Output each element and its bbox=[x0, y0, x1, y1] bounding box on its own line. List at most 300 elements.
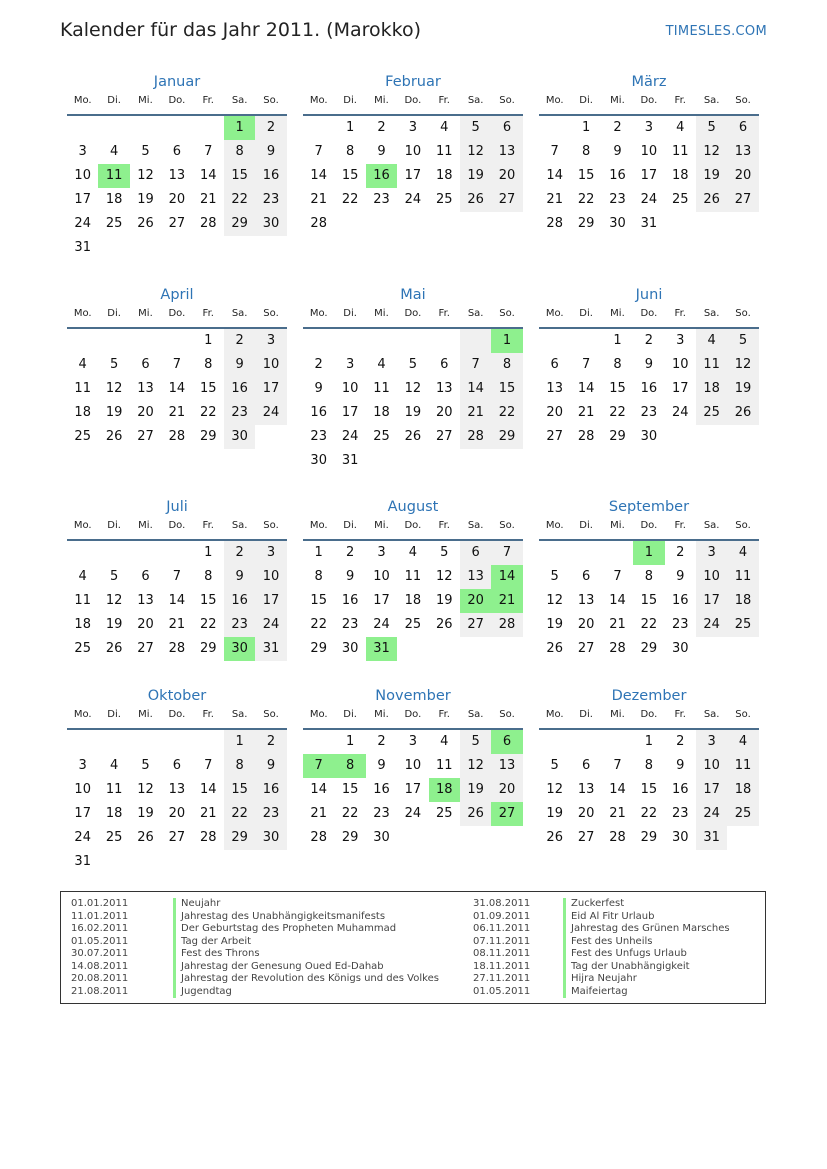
day-cell: 1 bbox=[314, 545, 323, 560]
day-cell: 2 bbox=[224, 541, 255, 565]
day-cell: 27 bbox=[491, 188, 522, 212]
day-cell: 29 bbox=[199, 429, 217, 444]
day-cell: 10 bbox=[255, 565, 286, 589]
day-cell: 5 bbox=[460, 730, 491, 754]
day-cell: 25 bbox=[435, 806, 453, 821]
weekday-label: Mo. bbox=[73, 520, 92, 531]
day-cell: 18 bbox=[404, 593, 422, 608]
month-block bbox=[67, 495, 287, 661]
month-block bbox=[303, 495, 523, 661]
day-cell: 13 bbox=[577, 782, 595, 797]
weekday-label: Mi. bbox=[374, 520, 389, 531]
month-block bbox=[67, 283, 287, 449]
day-cell: 12 bbox=[435, 569, 453, 584]
day-cell: 19 bbox=[435, 593, 453, 608]
day-cell: 22 bbox=[491, 401, 522, 425]
day-cell: 13 bbox=[727, 140, 758, 164]
day-cell: 13 bbox=[577, 593, 595, 608]
legend-holiday-name: Jahrestag des Unabhängigkeitsmanifests bbox=[173, 911, 385, 924]
empty-day-cell bbox=[397, 449, 428, 473]
day-cell: 5 bbox=[550, 758, 559, 773]
empty-day-cell bbox=[67, 329, 98, 353]
day-cell: 6 bbox=[440, 357, 449, 372]
day-cell: 31 bbox=[341, 453, 359, 468]
legend-date: 30.07.2011 bbox=[71, 948, 129, 959]
day-grid bbox=[67, 541, 287, 661]
day-cell: 21 bbox=[310, 192, 327, 207]
day-cell: 4 bbox=[676, 120, 685, 135]
day-cell: 7 bbox=[172, 569, 181, 584]
day-cell: 2 bbox=[613, 120, 622, 135]
weekday-label: Do. bbox=[168, 95, 186, 106]
month-name: April bbox=[160, 287, 194, 303]
day-cell: 14 bbox=[310, 782, 327, 797]
day-cell: 18 bbox=[435, 168, 453, 183]
day-cell: 1 bbox=[204, 333, 213, 348]
day-cell: 30 bbox=[310, 453, 327, 468]
weekday-header bbox=[303, 708, 523, 730]
holiday-day-cell: 18 bbox=[429, 778, 460, 802]
weekday-label: So. bbox=[499, 520, 515, 531]
weekday-label: Fr. bbox=[674, 95, 686, 106]
day-cell: 11 bbox=[435, 144, 453, 159]
holiday-day-cell: 27 bbox=[491, 802, 522, 826]
month-name: Juli bbox=[166, 499, 188, 515]
day-cell: 23 bbox=[341, 617, 359, 632]
weekday-label: Mo. bbox=[73, 95, 92, 106]
holiday-day-cell: 7 bbox=[303, 754, 334, 778]
day-cell: 7 bbox=[491, 541, 522, 565]
empty-day-cell bbox=[570, 329, 601, 353]
empty-day-cell bbox=[602, 541, 633, 565]
day-cell: 2 bbox=[255, 116, 286, 140]
legend-holiday-name: Eid Al Fitr Urlaub bbox=[563, 911, 654, 924]
day-cell: 12 bbox=[696, 140, 727, 164]
weekday-label: Di. bbox=[579, 709, 593, 720]
day-cell: 3 bbox=[345, 357, 355, 372]
month-name: Juni bbox=[635, 287, 663, 303]
day-cell: 15 bbox=[341, 782, 359, 797]
day-cell: 29 bbox=[577, 216, 595, 231]
day-cell: 9 bbox=[676, 569, 685, 584]
month-block bbox=[303, 70, 523, 236]
day-cell: 21 bbox=[310, 806, 327, 821]
month-block bbox=[539, 684, 759, 850]
day-cell: 31 bbox=[640, 216, 658, 231]
day-cell: 11 bbox=[727, 565, 758, 589]
day-cell: 17 bbox=[74, 806, 91, 821]
day-cell: 1 bbox=[581, 120, 591, 135]
weekday-label: Sa. bbox=[703, 520, 720, 531]
day-cell: 16 bbox=[341, 593, 359, 608]
holiday-day-cell: 1 bbox=[491, 329, 522, 353]
day-cell: 19 bbox=[727, 377, 758, 401]
day-cell: 25 bbox=[74, 429, 91, 444]
day-cell: 25 bbox=[404, 617, 422, 632]
weekday-label: Do. bbox=[404, 709, 422, 720]
legend-date: 08.11.2011 bbox=[473, 948, 531, 959]
empty-day-cell bbox=[255, 850, 286, 874]
day-cell: 17 bbox=[696, 778, 727, 802]
day-cell: 2 bbox=[345, 545, 355, 560]
weekday-label: Mo. bbox=[309, 308, 328, 319]
day-cell: 23 bbox=[310, 429, 327, 444]
day-cell: 14 bbox=[609, 782, 626, 797]
legend-date: 01.01.2011 bbox=[71, 898, 129, 909]
day-cell: 26 bbox=[696, 188, 727, 212]
day-cell: 21 bbox=[577, 405, 595, 420]
legend-holiday-name: Jahrestag der Genesung Oued Ed-Dahab bbox=[173, 961, 384, 974]
day-cell: 8 bbox=[644, 758, 653, 773]
day-cell: 18 bbox=[74, 405, 91, 420]
day-cell: 9 bbox=[314, 381, 323, 396]
day-cell: 22 bbox=[224, 802, 255, 826]
day-cell: 28 bbox=[491, 613, 522, 637]
empty-day-cell bbox=[429, 826, 460, 850]
legend-holiday-name: Fest des Unheils bbox=[563, 936, 652, 949]
weekday-label: So. bbox=[735, 308, 751, 319]
day-cell: 23 bbox=[255, 188, 286, 212]
day-cell: 3 bbox=[255, 541, 286, 565]
empty-day-cell bbox=[491, 449, 522, 473]
day-cell: 16 bbox=[671, 782, 689, 797]
day-cell: 26 bbox=[105, 429, 123, 444]
day-cell: 15 bbox=[341, 168, 359, 183]
day-cell: 11 bbox=[435, 758, 453, 773]
month-name: Januar bbox=[153, 74, 201, 90]
empty-day-cell bbox=[696, 425, 727, 449]
day-cell: 5 bbox=[141, 758, 150, 773]
day-cell: 18 bbox=[373, 405, 390, 420]
weekday-label: Mi. bbox=[138, 308, 153, 319]
weekday-label: So. bbox=[735, 95, 751, 106]
day-cell: 24 bbox=[696, 613, 727, 637]
weekday-label: Mo. bbox=[545, 308, 564, 319]
day-cell: 11 bbox=[74, 381, 91, 396]
weekday-header bbox=[67, 307, 287, 329]
empty-day-cell bbox=[727, 637, 758, 661]
weekday-label: Do. bbox=[168, 520, 186, 531]
day-cell: 6 bbox=[491, 116, 522, 140]
empty-day-cell bbox=[130, 236, 161, 260]
day-cell: 21 bbox=[609, 617, 626, 632]
weekday-label: Mi. bbox=[610, 709, 625, 720]
day-cell: 10 bbox=[255, 353, 286, 377]
day-cell: 6 bbox=[141, 357, 150, 372]
day-cell: 29 bbox=[310, 641, 327, 656]
day-cell: 2 bbox=[644, 333, 653, 348]
weekday-label: Di. bbox=[343, 709, 357, 720]
day-cell: 23 bbox=[224, 613, 255, 637]
empty-day-cell bbox=[460, 637, 491, 661]
day-cell: 5 bbox=[109, 569, 119, 584]
day-cell: 29 bbox=[224, 826, 255, 850]
day-cell: 19 bbox=[105, 617, 123, 632]
day-cell: 15 bbox=[609, 381, 626, 396]
site-link[interactable]: TIMESLES.COM bbox=[665, 24, 767, 39]
day-cell: 8 bbox=[204, 569, 213, 584]
empty-day-cell bbox=[429, 637, 460, 661]
day-cell: 19 bbox=[105, 405, 123, 420]
legend-holiday-name: Tag der Arbeit bbox=[173, 936, 251, 949]
empty-day-cell bbox=[193, 850, 224, 874]
day-cell: 21 bbox=[609, 806, 626, 821]
day-cell: 9 bbox=[255, 140, 286, 164]
day-cell: 23 bbox=[373, 192, 390, 207]
day-cell: 1 bbox=[204, 545, 213, 560]
holiday-day-cell: 31 bbox=[366, 637, 397, 661]
day-cell: 25 bbox=[373, 429, 390, 444]
day-cell: 9 bbox=[676, 758, 685, 773]
weekday-label: Mi. bbox=[138, 520, 153, 531]
day-cell: 4 bbox=[440, 734, 449, 749]
day-cell: 12 bbox=[460, 754, 491, 778]
empty-day-cell bbox=[366, 329, 397, 353]
empty-day-cell bbox=[460, 212, 491, 236]
day-cell: 9 bbox=[377, 758, 386, 773]
weekday-label: Mi. bbox=[610, 520, 625, 531]
day-cell: 17 bbox=[640, 168, 658, 183]
day-cell: 26 bbox=[137, 216, 154, 231]
weekday-label: Di. bbox=[107, 709, 121, 720]
day-cell: 16 bbox=[310, 405, 327, 420]
day-cell: 1 bbox=[613, 333, 622, 348]
day-cell: 26 bbox=[546, 830, 563, 845]
day-cell: 2 bbox=[255, 730, 286, 754]
legend-holiday-name: Jahrestag des Grünen Marsches bbox=[563, 923, 730, 936]
day-cell: 11 bbox=[404, 569, 422, 584]
day-cell: 22 bbox=[341, 192, 359, 207]
day-cell: 24 bbox=[404, 806, 422, 821]
day-cell: 4 bbox=[109, 144, 119, 159]
weekday-label: Fr. bbox=[202, 709, 214, 720]
day-cell: 28 bbox=[460, 425, 491, 449]
day-cell: 23 bbox=[373, 806, 390, 821]
day-cell: 27 bbox=[727, 188, 758, 212]
empty-day-cell bbox=[397, 826, 428, 850]
month-name: August bbox=[387, 499, 439, 515]
day-cell: 5 bbox=[550, 569, 559, 584]
day-cell: 27 bbox=[168, 830, 186, 845]
day-cell: 13 bbox=[435, 381, 453, 396]
legend-holiday-name: Neujahr bbox=[173, 898, 220, 911]
weekday-label: Fr. bbox=[674, 308, 686, 319]
day-cell: 7 bbox=[204, 144, 213, 159]
empty-day-cell bbox=[193, 116, 224, 140]
month-block bbox=[539, 495, 759, 661]
day-cell: 22 bbox=[341, 806, 359, 821]
day-cell: 19 bbox=[137, 192, 154, 207]
weekday-header bbox=[303, 307, 523, 329]
day-cell: 10 bbox=[74, 782, 91, 797]
day-cell: 2 bbox=[224, 329, 255, 353]
empty-day-cell bbox=[491, 212, 522, 236]
day-cell: 30 bbox=[373, 830, 390, 845]
day-cell: 6 bbox=[581, 569, 591, 584]
day-cell: 13 bbox=[168, 168, 186, 183]
weekday-label: Di. bbox=[107, 308, 121, 319]
day-cell: 31 bbox=[255, 637, 286, 661]
day-cell: 7 bbox=[460, 353, 491, 377]
month-block bbox=[67, 70, 287, 260]
legend-date: 01.09.2011 bbox=[473, 910, 531, 922]
day-cell: 26 bbox=[460, 802, 491, 826]
day-cell: 7 bbox=[613, 758, 622, 773]
day-cell: 14 bbox=[168, 381, 186, 396]
day-cell: 22 bbox=[310, 617, 327, 632]
day-cell: 18 bbox=[671, 168, 689, 183]
day-cell: 31 bbox=[74, 240, 91, 255]
weekday-header bbox=[539, 708, 759, 730]
day-cell: 7 bbox=[581, 357, 591, 372]
day-cell: 20 bbox=[435, 405, 453, 420]
weekday-label: Mo. bbox=[545, 709, 564, 720]
day-cell: 27 bbox=[460, 613, 491, 637]
day-cell: 3 bbox=[255, 329, 286, 353]
day-cell: 17 bbox=[255, 377, 286, 401]
day-cell: 25 bbox=[105, 216, 123, 231]
weekday-label: So. bbox=[735, 709, 751, 720]
empty-day-cell bbox=[130, 850, 161, 874]
day-cell: 25 bbox=[696, 401, 727, 425]
day-cell: 16 bbox=[255, 778, 286, 802]
weekday-label: Do. bbox=[168, 709, 186, 720]
day-cell: 20 bbox=[546, 405, 563, 420]
day-cell: 27 bbox=[137, 429, 154, 444]
holiday-day-cell: 1 bbox=[633, 541, 664, 565]
legend-holiday-name: Fest des Unfugs Urlaub bbox=[563, 948, 687, 961]
weekday-header bbox=[303, 519, 523, 541]
weekday-label: Mo. bbox=[73, 709, 92, 720]
day-cell: 13 bbox=[491, 140, 522, 164]
day-cell: 28 bbox=[546, 216, 563, 231]
empty-day-cell bbox=[161, 116, 192, 140]
month-name: September bbox=[608, 499, 690, 515]
day-cell: 15 bbox=[224, 778, 255, 802]
empty-day-cell bbox=[429, 449, 460, 473]
day-cell: 27 bbox=[137, 641, 154, 656]
day-cell: 14 bbox=[460, 377, 491, 401]
day-cell: 11 bbox=[727, 754, 758, 778]
legend-date: 01.05.2011 bbox=[71, 935, 129, 947]
weekday-label: Sa. bbox=[703, 95, 720, 106]
day-cell: 20 bbox=[491, 164, 522, 188]
day-cell: 12 bbox=[137, 782, 154, 797]
empty-day-cell bbox=[98, 116, 129, 140]
day-cell: 24 bbox=[74, 830, 91, 845]
day-cell: 10 bbox=[373, 569, 390, 584]
day-cell: 4 bbox=[109, 758, 119, 773]
empty-day-cell bbox=[665, 425, 696, 449]
weekday-label: Sa. bbox=[467, 308, 484, 319]
holiday-day-cell: 11 bbox=[98, 164, 129, 188]
day-cell: 11 bbox=[105, 782, 123, 797]
day-grid bbox=[67, 329, 287, 449]
empty-day-cell bbox=[161, 329, 192, 353]
day-cell: 22 bbox=[199, 405, 217, 420]
empty-day-cell bbox=[98, 541, 129, 565]
day-grid bbox=[539, 329, 759, 449]
day-cell: 28 bbox=[577, 429, 595, 444]
day-cell: 30 bbox=[640, 429, 658, 444]
day-cell: 25 bbox=[671, 192, 689, 207]
day-cell: 7 bbox=[550, 144, 559, 159]
empty-day-cell bbox=[366, 212, 397, 236]
day-cell: 18 bbox=[727, 589, 758, 613]
day-cell: 30 bbox=[255, 212, 286, 236]
day-cell: 1 bbox=[345, 120, 355, 135]
day-cell: 13 bbox=[137, 381, 154, 396]
day-cell: 30 bbox=[671, 830, 689, 845]
day-cell: 29 bbox=[609, 429, 626, 444]
day-cell: 21 bbox=[199, 192, 217, 207]
day-cell: 8 bbox=[224, 754, 255, 778]
month-name: November bbox=[375, 688, 451, 704]
day-cell: 26 bbox=[137, 830, 154, 845]
day-grid bbox=[539, 730, 759, 850]
day-cell: 2 bbox=[676, 545, 685, 560]
day-cell: 20 bbox=[727, 164, 758, 188]
weekday-label: Di. bbox=[579, 95, 593, 106]
day-cell: 1 bbox=[345, 734, 355, 749]
day-cell: 26 bbox=[404, 429, 422, 444]
day-cell: 24 bbox=[74, 216, 91, 231]
weekday-label: Di. bbox=[107, 520, 121, 531]
empty-day-cell bbox=[397, 637, 428, 661]
empty-day-cell bbox=[665, 212, 696, 236]
empty-day-cell bbox=[161, 730, 192, 754]
day-cell: 27 bbox=[577, 830, 595, 845]
month-block bbox=[303, 283, 523, 473]
day-cell: 9 bbox=[644, 357, 653, 372]
empty-day-cell bbox=[224, 850, 255, 874]
empty-day-cell bbox=[303, 116, 334, 140]
day-cell: 12 bbox=[105, 381, 123, 396]
day-cell: 23 bbox=[224, 401, 255, 425]
legend-date: 06.11.2011 bbox=[473, 923, 531, 934]
day-cell: 4 bbox=[78, 357, 87, 372]
day-cell: 7 bbox=[172, 357, 181, 372]
empty-day-cell bbox=[130, 116, 161, 140]
day-grid bbox=[67, 730, 287, 874]
day-cell: 4 bbox=[727, 541, 758, 565]
day-cell: 24 bbox=[255, 613, 286, 637]
day-cell: 24 bbox=[341, 429, 359, 444]
weekday-label: Mi. bbox=[374, 308, 389, 319]
day-cell: 27 bbox=[546, 429, 563, 444]
weekday-label: Fr. bbox=[674, 520, 686, 531]
day-cell: 6 bbox=[172, 758, 181, 773]
day-cell: 19 bbox=[696, 164, 727, 188]
day-cell: 19 bbox=[460, 778, 491, 802]
day-cell: 8 bbox=[345, 144, 355, 159]
weekday-label: Fr. bbox=[202, 520, 214, 531]
day-cell: 8 bbox=[613, 357, 622, 372]
day-cell: 29 bbox=[341, 830, 359, 845]
weekday-label: Mo. bbox=[309, 709, 328, 720]
day-cell: 16 bbox=[255, 164, 286, 188]
day-cell: 10 bbox=[404, 144, 422, 159]
weekday-header bbox=[67, 708, 287, 730]
weekday-label: Mo. bbox=[309, 95, 328, 106]
day-cell: 3 bbox=[408, 120, 417, 135]
weekday-label: Mi. bbox=[138, 95, 153, 106]
holiday-day-cell: 20 bbox=[460, 589, 491, 613]
day-cell: 26 bbox=[105, 641, 123, 656]
day-cell: 10 bbox=[640, 144, 658, 159]
day-cell: 18 bbox=[74, 617, 91, 632]
day-cell: 22 bbox=[224, 188, 255, 212]
